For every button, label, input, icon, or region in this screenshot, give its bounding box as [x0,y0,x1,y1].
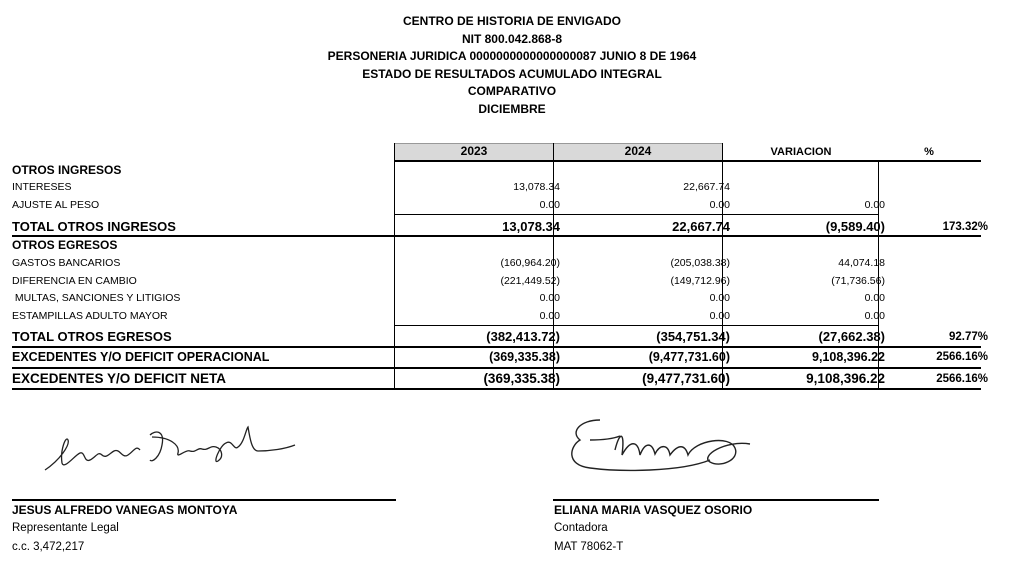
signer-role-right: Contadora [554,522,608,534]
signer-name-left: JESUS ALFREDO VANEGAS MONTOYA [12,503,238,517]
signer-id-left: c.c. 3,472,217 [12,541,85,553]
col-variacion: VARIACION [770,146,832,158]
cell-2023: (221,449.52) [500,275,560,287]
cell-2023: 13,078.34 [513,181,560,193]
cell-2023: 13,078.34 [502,219,560,234]
cell-2024: 22,667.74 [683,181,730,193]
org-name: CENTRO DE HISTORIA DE ENVIGADO [402,14,622,28]
report-title: ESTADO DE RESULTADOS ACUMULADO INTEGRAL [362,66,662,81]
cell-variacion: 9,108,396.22 [806,371,885,386]
total-rule [12,346,981,348]
cell-percent: 173.32% [942,221,988,233]
col-divider [394,143,395,389]
cell-variacion: 44,074.18 [838,257,885,269]
signature-left [40,415,300,485]
cell-2023: 0.00 [539,199,560,211]
signature-line-left [12,499,396,501]
cell-2024: (205,038.38) [670,257,730,269]
cell-percent: 2566.16% [936,373,988,385]
cell-2023: 0.00 [539,292,560,304]
org-nit: NIT 800.042.868-8 [461,31,563,46]
signature-right [560,410,800,485]
row-label: GASTOS BANCARIOS [12,257,121,269]
cell-2024: (149,712.96) [670,275,730,287]
subtotal-rule [394,325,879,326]
signature-line-right [553,499,879,501]
row-label: AJUSTE AL PESO [12,199,100,211]
cell-variacion: (9,589.40) [825,219,885,234]
col-percent: % [924,146,934,158]
subtotal-rule [394,214,879,215]
col-2024: 2024 [624,144,652,158]
cell-2024: 22,667.74 [672,219,730,234]
cell-2023: (369,335.38) [489,350,560,364]
cell-2024: (354,751.34) [656,329,730,344]
cell-2023: 0.00 [539,310,560,322]
cell-2024: 0.00 [709,292,730,304]
cell-percent: 92.77% [948,331,988,343]
signer-name-right: ELIANA MARIA VASQUEZ OSORIO [554,503,753,517]
signer-id-right: MAT 78062-T [554,541,624,553]
total-rule [12,388,981,390]
total-rule [12,235,981,237]
report-period: DICIEMBRE [478,101,546,116]
col-2023: 2023 [460,144,488,158]
cell-2024: 0.00 [709,310,730,322]
cell-percent: 2566.16% [936,351,988,363]
row-label: OTROS EGRESOS [12,238,118,252]
row-label: MULTAS, SANCIONES Y LITIGIOS [12,292,181,304]
cell-2023: (160,964.20) [500,257,560,269]
cell-variacion: (27,662.38) [818,329,885,344]
row-label: INTERESES [12,181,72,193]
row-label: EXCEDENTES Y/O DEFICIT NETA [12,371,227,386]
signer-role-left: Representante Legal [12,522,119,534]
document-header [0,13,1024,118]
report-subtitle: COMPARATIVO [467,84,557,98]
cell-variacion: 0.00 [864,310,885,322]
row-label: TOTAL OTROS EGRESOS [12,329,172,344]
row-label: OTROS INGRESOS [12,163,122,177]
cell-2024: (9,477,731.60) [648,350,730,364]
total-rule [12,367,981,369]
cell-2023: (382,413.72) [486,329,560,344]
row-label: DIFERENCIA EN CAMBIO [12,275,137,287]
cell-variacion: (71,736.56) [831,275,885,287]
org-personeria: PERSONERIA JURIDICA 0000000000000000087 JUNIO 8 DE 1964 [327,49,697,63]
row-label: TOTAL OTROS INGRESOS [12,219,176,234]
cell-2023: (369,335.38) [483,371,560,386]
cell-variacion: 9,108,396.22 [812,350,885,364]
cell-2024: 0.00 [709,199,730,211]
cell-variacion: 0.00 [864,292,885,304]
row-label: ESTAMPILLAS ADULTO MAYOR [12,310,168,322]
row-label: EXCEDENTES Y/O DEFICIT OPERACIONAL [12,350,270,364]
cell-variacion: 0.00 [864,199,885,211]
cell-2024: (9,477,731.60) [642,371,730,386]
